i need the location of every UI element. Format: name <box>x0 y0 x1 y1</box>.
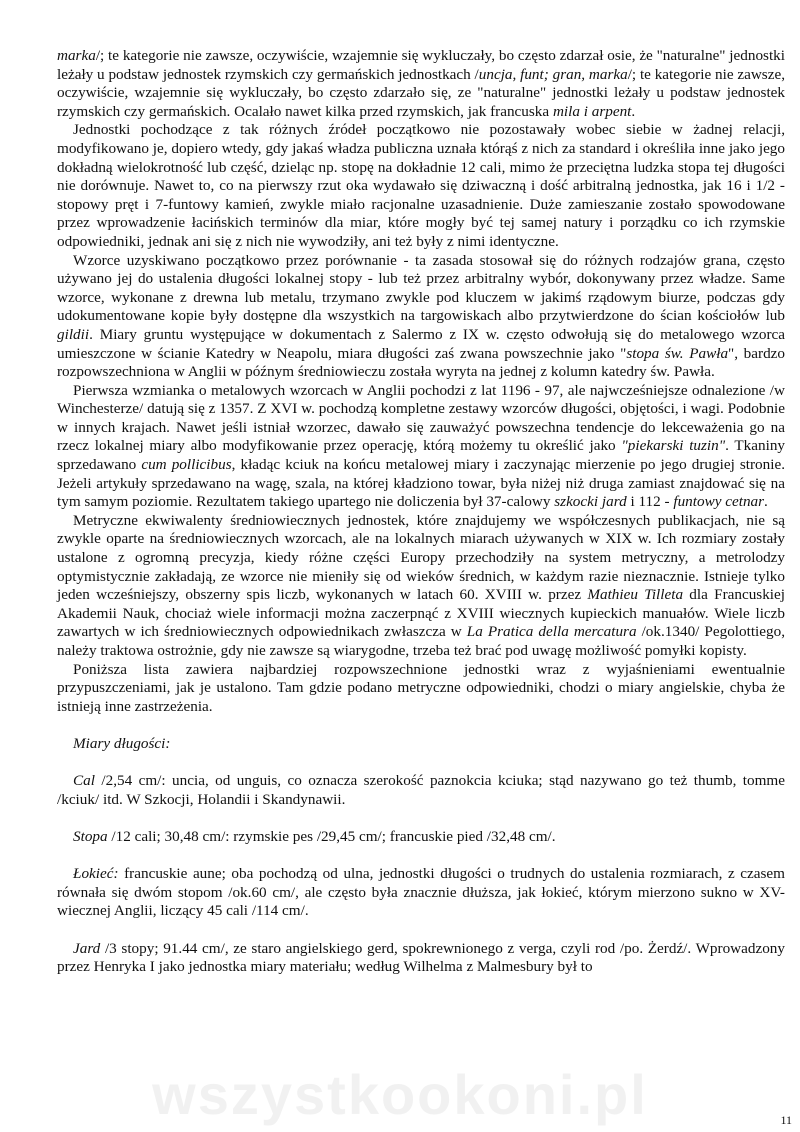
text-run: i 112 - <box>626 493 674 511</box>
italic-term: stopa św. Pawła <box>626 344 729 362</box>
italic-term: La Pratica della mercatura <box>466 623 637 641</box>
text-run: Metryczne ekwiwalenty średniowiecznych jednostek, które znajdujemy we współczesnych publikacjach, nie są zwykle oparte na średniowiecznych wzorcach, ale na lokalnych miarach używanych w XIX w. Ich rozmiary zostały ustalone z ogromną precyzja, kiedy różne części Europy przechodziły na system metryczny, a metrolodzy optymistycznie zakładają, ze wzorce nie mieniły się od wieków średnich, w każdym razie nieznacznie. Istnieje tylko jeden wcześniejszy, obszerny spis liczb, wykonanych w latach 60. XVIII w. przez <box>57 511 785 604</box>
text-run: . Tkaniny sprzedawano <box>57 437 786 474</box>
unit-entry <box>57 865 785 921</box>
text-run: /12 cali; 30,48 cm/: rzymskie pes /29,45 cm/; francuskie pied /32,48 cm/. <box>107 827 556 845</box>
spacer <box>57 809 785 828</box>
text-run: ", bardzo rozpowszechniona w Anglii w późnym średniowieczu została wyryta na jednej z kolumn katedry św. Pawła. <box>57 344 785 381</box>
italic-term: Stopa <box>73 827 108 845</box>
unit-entries <box>57 772 785 977</box>
text-run: Poniższa lista zawiera najbardziej rozpowszechnione jednostki wraz z wyjaśnieniami ewentualnie przypuszczeniami, jak je ustalono. Tam gdzie podano metryczne odpowiedniki, chodzi o miary angielskie, chyba że istnieją inne zastrzeżenia. <box>57 660 785 715</box>
paragraph <box>57 382 785 512</box>
unit-entry <box>57 772 785 809</box>
text-run: /3 stopy; 91.44 cm/, ze staro angielskiego gerd, spokrewnionego z verga, czyli rod /po. Żerdź/. Wprowadzony przez Henryka I jako jednostka miary materiału; według Wilhelma z Malmesbury był to <box>57 939 785 976</box>
paragraph <box>57 252 785 382</box>
text-run: Wzorce uzyskiwano początkowo przez porównanie - ta zasada stosował się do różnych rodzajów grana, często używano jej do ustalenia długości lokalnej stopy - lub też przez arbitralny wybór, dokonywany przez władze. Same wzorce, wykonane z drewna lub metalu, trzymano zwykle pod kluczem w jakimś rządowym biurze, podczas gdy udokumentowane kopie były dostępne dla wszystkich na targowiskach albo przytwierdzone do ścian kościołów lub <box>57 251 785 325</box>
paragraph <box>57 661 785 717</box>
italic-term: mila i arpent <box>552 102 632 120</box>
text-run: . <box>764 493 768 511</box>
text-run: francuskie aune; oba pochodzą od ulna, jednostki długości o trudnych do ustalenia rozmiarach, z czasem równała się dwóm stopom /ok.60 cm/, ale często była znacznie dłuższa, jak łokieć, którym mierzono sukno w XV-wiecznej Anglii, liczący 45 cali /114 cm/. <box>57 865 785 920</box>
unit-entry <box>57 940 785 977</box>
spacer <box>57 847 785 866</box>
paragraph <box>57 121 785 251</box>
italic-term: uncja, funt; gran, marka <box>478 65 628 83</box>
watermark: wszystkookoni.pl <box>152 1063 648 1126</box>
text-run: /; te kategorie nie zawsze, oczywiście, wzajemnie się wykluczały, bo często zdarzał osie, że "naturalne" jednostki leżały u podstaw jednostek rzymskich czy germańskich jednostkach / <box>57 47 785 83</box>
italic-term: szkocki jard <box>554 493 627 511</box>
text-run: , kładąc kciuk na końcu metalowej miary i zaczynając mierzenie po jego drugiej stronie. Jeżeli artykuły sprzedawano na wagę, szala, na której kładziono towar, była niżej niż druga zamiast znajdować się na tym samym poziomie. Rezultatem takiego upartego nie doliczenia był 37-calowy <box>57 456 785 511</box>
text-run: /2,54 cm/: uncia, od unguis, co oznacza szerokość paznokcia kciuka; stąd nazywano go też thumb, tomme /kciuk/ itd. W Szkocji, Holandii i Skandynawii. <box>57 772 785 808</box>
paragraph <box>57 512 785 661</box>
italic-term: Mathieu Tilleta <box>587 586 684 604</box>
italic-term: cum pollicibus <box>141 456 232 474</box>
page-number: 11 <box>780 1113 792 1127</box>
italic-term: "piekarski tuzin" <box>621 437 726 455</box>
text-run: . Miary gruntu występujące w dokumentach z Salermo z IX w. często odwołują się do metalowego wzorca umieszczone w ścianie Katedry w Neapolu, miara długości zaś zwana powszechnie jako " <box>57 325 785 362</box>
section-heading: Miary długości: <box>73 734 171 752</box>
body-text <box>57 47 785 716</box>
italic-term: funtowy cetnar <box>673 493 765 511</box>
italic-term: Cal <box>73 772 95 790</box>
text-run: /; te kategorie nie zawsze, oczywiście, wzajemnie się wykluczały, bo często zdarzało się, ze "naturalne" jednostki leżały u podstaw jednostek rzymskich czy germańskich. Ocalało nawet kilka przed rzymskich, jak francuska <box>57 65 785 120</box>
text-run: Pierwsza wzmianka o metalowych wzorcach w Anglii pochodzi z lat 1196 - 97, ale najwcześniejsze odnalezione /w Winchesterze/ datują się z 1357. Z XVI w. pochodzą kompletne zestawy wzorców długości, objętości, i wagi. Podobnie w innych krajach. Nawet jeśli istniał wzorzec, dawało się zauważyć powszechna tendencje do lekceważenia go na rzecz lokalnej miary albo modyfikowanie przez operację, którą możemy tu określić jako <box>57 381 785 455</box>
unit-entry <box>57 828 785 847</box>
document-page <box>57 47 785 977</box>
spacer <box>57 716 785 735</box>
italic-term: Jard <box>73 939 101 957</box>
text-run: /ok.1340/ Pegolottiego, należy traktowa ostrożnie, gdy nie zawsze są wiarygodne, trzeba też brać pod uwagę możliwość pomyłki kopisty. <box>57 623 786 659</box>
paragraph <box>57 47 785 121</box>
text-run: Jednostki pochodzące z tak różnych źródeł początkowo nie pozostawały wobec siebie w żadnej relacji, modyfikowano je, dopiero wtedy, gdy jakaś władza publiczna uznała którąś z nich za standard i określiła inne jako jego dokładną wielokrotność lub część, dzieląc np. stopę na dokładnie 12 cali, mimo że przeciętna ludzka stopa tej długości nie dorównuje. Nawet to, co na pierwszy rzut oka wydawało się dziwaczną i dość arbitralną jednostka, jak 16 i 1/2 - stopowy pręt i 7-funtowy kamień, zwykle miało racjonalne uzasadnienie. Duże zamieszanie zostało spowodowane przez wprowadzenie łacińskich terminów dla miar, które mogły być tej samej natury i porządku co ich rzymskie odpowiedniki, jednak ani się z nich nie wywodziły, ani też były z nimi identyczne. <box>57 121 785 250</box>
text-run: . <box>631 102 636 120</box>
italic-term: Łokieć: <box>73 865 119 883</box>
italic-term: marka <box>57 47 96 64</box>
spacer <box>57 754 785 773</box>
spacer <box>57 921 785 940</box>
text-run: dla Francuskiej Akademii Nauk, chociaż wiele informacji można zaczerpnąć z XVIII wiecznych kupieckich manuałów. Wiele liczb zawartych w ich średniowiecznych odpowiednikach zwłaszcza w <box>57 586 785 641</box>
italic-term: gildii <box>57 325 90 343</box>
